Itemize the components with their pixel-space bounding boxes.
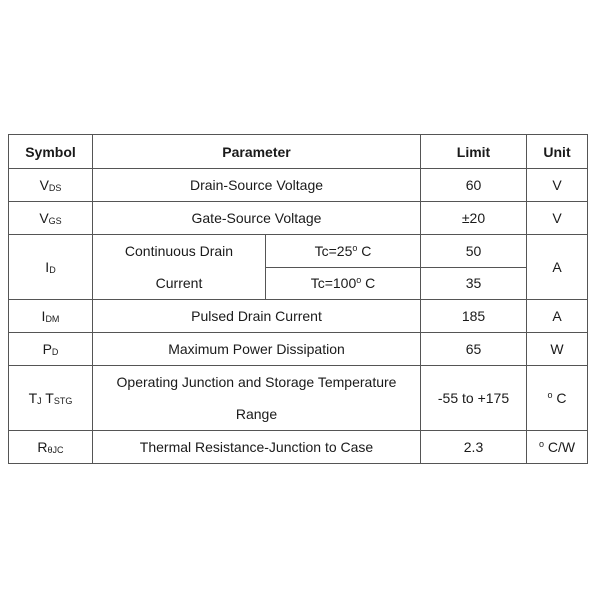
limit-cell: 50: [421, 235, 527, 268]
symbol-main: I: [45, 259, 50, 275]
limit-cell: 185: [421, 300, 527, 333]
condition-unit: C: [361, 275, 376, 292]
symbol-sub: D: [49, 265, 56, 275]
table-row-rthjc: [9, 431, 588, 464]
condition-text: Tc=25: [314, 242, 353, 259]
limit-cell: 65: [421, 333, 527, 366]
parameter-line-2: Current: [155, 275, 203, 291]
symbol-main: I: [41, 308, 46, 324]
unit-text: C: [552, 390, 567, 406]
symbol-sub-2: STG: [53, 396, 73, 406]
unit-cell: A: [527, 235, 588, 300]
degree-symbol: o: [352, 242, 358, 253]
limit-cell: 60: [421, 169, 527, 202]
table-row-tj-tstg: [9, 366, 588, 431]
condition-unit: C: [357, 242, 372, 259]
condition-text: Tc=100: [310, 275, 357, 292]
symbol-main: T: [28, 390, 38, 406]
header-row: [9, 135, 588, 169]
symbol-sub: DM: [45, 314, 60, 324]
header-symbol: Symbol: [9, 135, 93, 169]
header-parameter: Parameter: [93, 135, 421, 169]
unit-cell: V: [527, 169, 588, 202]
unit-cell: [527, 431, 588, 464]
parameter-cell: Maximum Power Dissipation: [93, 333, 421, 366]
symbol-sub: J: [37, 396, 42, 406]
symbol-main: R: [37, 439, 48, 455]
table-row-id-25c: [9, 235, 588, 268]
unit-cell: V: [527, 202, 588, 235]
unit-text: C/W: [543, 439, 576, 455]
symbol-cell: [9, 169, 93, 202]
parameter-cell: [93, 235, 266, 300]
symbol-main: V: [39, 177, 49, 193]
unit-cell: W: [527, 333, 588, 366]
limit-cell: -55 to +175: [421, 366, 527, 431]
degree-symbol: o: [538, 439, 544, 449]
parameter-cell: Pulsed Drain Current: [93, 300, 421, 333]
symbol-main: V: [39, 210, 49, 226]
symbol-main-2: T: [41, 390, 54, 406]
degree-symbol: o: [547, 390, 553, 400]
limit-cell: 2.3: [421, 431, 527, 464]
symbol-sub: θJC: [47, 445, 64, 455]
unit-cell: [527, 366, 588, 431]
symbol-cell: [9, 431, 93, 464]
header-limit: Limit: [421, 135, 527, 169]
table-row-pd: [9, 333, 588, 366]
table-row-vgs: [9, 202, 588, 235]
table-row-vds: [9, 169, 588, 202]
header-unit: Unit: [527, 135, 588, 169]
absolute-maximum-ratings-table: [8, 134, 588, 464]
symbol-cell: [9, 235, 93, 300]
symbol-cell: [9, 300, 93, 333]
parameter-cell: [93, 366, 421, 431]
symbol-sub: GS: [48, 216, 62, 226]
symbol-sub: DS: [48, 183, 62, 193]
table-row-idm: [9, 300, 588, 333]
parameter-line-1: Continuous Drain: [124, 243, 234, 259]
parameter-line-2: Range: [235, 406, 278, 422]
symbol-sub: D: [51, 347, 59, 357]
condition-cell: [266, 267, 421, 300]
degree-symbol: o: [356, 275, 362, 286]
unit-cell: A: [527, 300, 588, 333]
limit-cell: 35: [421, 267, 527, 300]
parameter-cell: Thermal Resistance-Junction to Case: [93, 431, 421, 464]
symbol-cell: [9, 202, 93, 235]
parameter-cell: Gate-Source Voltage: [93, 202, 421, 235]
symbol-main: P: [42, 341, 52, 357]
parameter-cell: Drain-Source Voltage: [93, 169, 421, 202]
parameter-line-1: Operating Junction and Storage Temperature: [116, 374, 397, 390]
symbol-cell: [9, 366, 93, 431]
condition-cell: [266, 235, 421, 268]
limit-cell: ±20: [421, 202, 527, 235]
symbol-cell: [9, 333, 93, 366]
